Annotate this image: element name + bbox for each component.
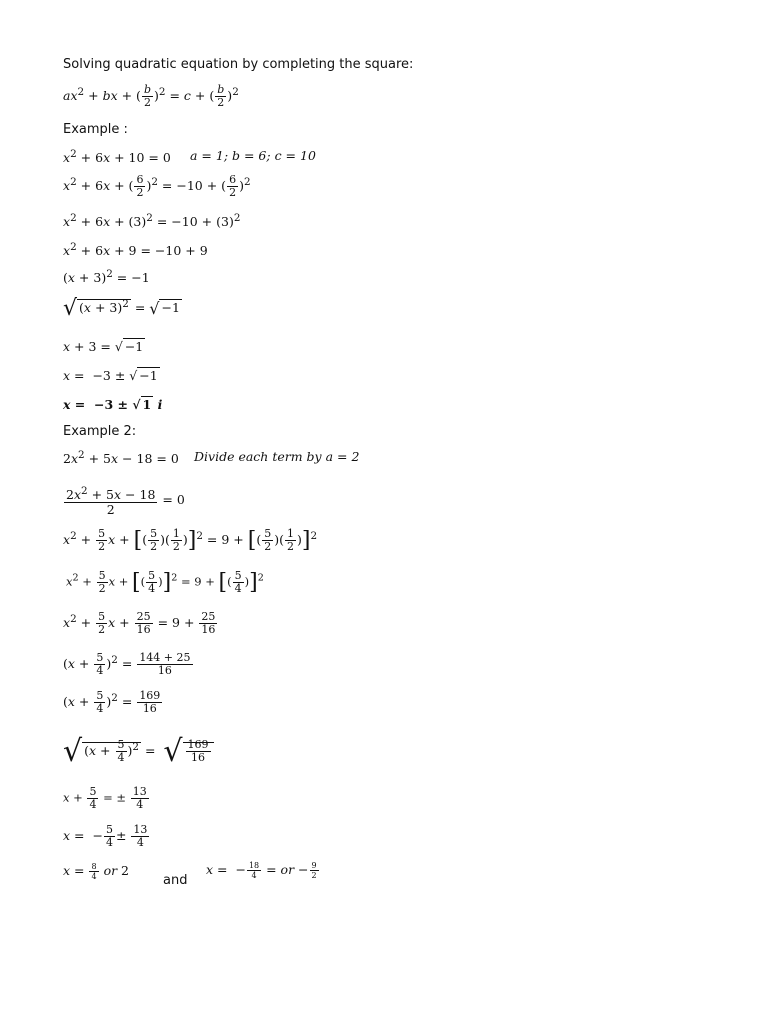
- example-2-instruction: Divide each term by a = 2: [194, 449, 360, 464]
- example-2-equation: $2x^2 + 5x - 18 = 0$: [63, 449, 179, 467]
- example-1-step-1: $x^2 + 6x$ + ( $\frac{6}{2}$ )$^2$ = −10 + ( $\frac{6}{2}$ )$^2$: [63, 173, 251, 199]
- example-2-step-1: $\frac{2x^2 + 5x - 18}{2}$ = 0: [66, 485, 185, 518]
- example-2-step-5: (x + $\frac{5}{4}$ )$^2$ = $\frac{144 + 25}{16}$: [63, 651, 191, 677]
- example-2-step-8: x + $\frac{5}{4}$ = ± $\frac{13}{4}$: [63, 785, 147, 811]
- example-1-coefficients: a = 1; b = 6; c = 10: [190, 148, 316, 163]
- example-2-heading: Example 2:: [63, 424, 137, 439]
- example-2-step-9: x = − $\frac{5}{4}$ ± $\frac{13}{4}$: [63, 823, 148, 849]
- example-1-step-2: $x^2 + 6x + (3)^2 = -10 + (3)^2$: [63, 212, 241, 230]
- example-1-equation: $x^2 + 6x + 10 = 0$: [63, 148, 171, 166]
- example-2-answer-left: x = $\frac{8}{4}$ or 2: [63, 862, 130, 881]
- example-1-step-4: $(x + 3)^2 = -1$: [63, 268, 150, 286]
- and-connector: and: [163, 873, 188, 888]
- example-1-step-5: √ $(x + 3)^2$ = √ −1: [63, 296, 180, 321]
- example-2-step-7: √ (x + $\frac{5}{4}$ )$^2$ = √ $\frac{169}{16}$: [63, 734, 214, 769]
- example-1-heading: Example :: [63, 122, 128, 137]
- example-1-step-7: x = −3 ± √ −1: [63, 368, 158, 383]
- example-1-step-3: $x^2 + 6x + 9 = -10 + 9$: [63, 241, 208, 259]
- example-1-answer: x = −3 ± √ 1 i: [63, 397, 163, 412]
- page-title: Solving quadratic equation by completing the square:: [63, 57, 414, 72]
- example-2-step-2: $x^2$ + $\frac{5}{2}$ x + [( $\frac{5}{2}$ )( $\frac{1}{2}$ )]$^2$ = 9 + [( $\frac{5}{2}$ )( $\frac{1}{2}$ )]$^2$: [63, 527, 318, 553]
- example-2-step-6: (x + $\frac{5}{4}$ )$^2$ = $\frac{169}{16}$: [63, 689, 161, 715]
- example-1-step-6: x + 3 = √ −1: [63, 339, 144, 354]
- example-2-answer-right: x = − $\frac{18}{4}$ = or − $\frac{9}{2}$: [206, 861, 317, 880]
- example-1-coefficients-clip: [190, 148, 320, 166]
- example-2-step-4: $x^2$ + $\frac{5}{2}$ x + $\frac{25}{16}$ = 9 + $\frac{25}{16}$: [63, 610, 216, 636]
- example-2-step-3: $x^2$ + $\frac{5}{2}$ x + [( $\frac{5}{4}$ )]$^2$ = 9 + [( $\frac{5}{4}$ )]$^2$: [66, 569, 264, 595]
- general-formula: $ax^2$ + bx + ( $\frac{b}{2}$ )$^2$ = c + ( $\frac{b}{2}$ )$^2$: [63, 83, 239, 109]
